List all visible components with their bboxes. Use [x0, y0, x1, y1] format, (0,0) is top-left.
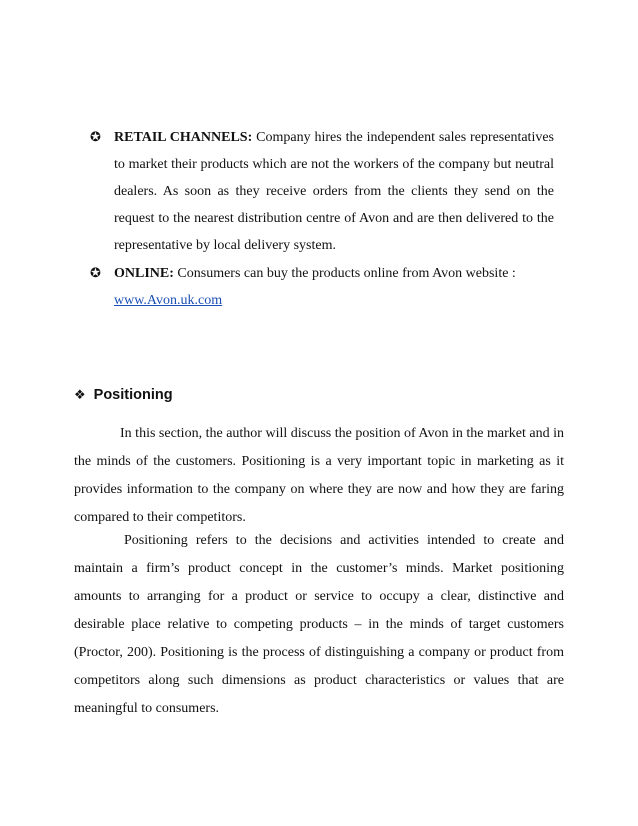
section-heading — [74, 385, 173, 406]
bullet-text — [114, 260, 554, 314]
paragraph: Positioning refers to the decisions and activities intended to create and maintain a firm’s product concept in the customer’s minds. Market positioning amounts to arranging for a product or service to occupy a clear, distinctive and desirable place relative to competing products – in the minds of target customers (Proctor, 200). Positioning is the process of distinguishing a company or product from competitors along such dimensions as product characteristics or values that are meaningful to consumers. — [74, 533, 564, 716]
bullet-body: Consumers can buy the products online from Avon website : — [173, 266, 516, 281]
star-bullet-icon: ✪ — [90, 130, 101, 145]
bullet-body: Company hires the independent sales representatives to market their products which are not the workers of the company but neutral dealers. As soon as they receive orders from the clients they send on the request to the nearest distribution centre of Avon and are then delivered to the representative by local delivery system. — [114, 130, 554, 253]
bullet-label: ONLINE: — [114, 266, 174, 281]
bullet-text — [114, 124, 554, 259]
section-heading-text: Positioning — [93, 387, 173, 403]
star-bullet-icon: ✪ — [90, 266, 101, 281]
paragraph: In this section, the author will discuss the position of Avon in the market and in the minds of the customers. Positioning is a very important topic in marketing as it provides information to the company on where they are now and how they are faring compared to their competitors. — [74, 426, 564, 525]
bullet-label: RETAIL CHANNELS: — [114, 130, 253, 145]
avon-website-link[interactable]: www.Avon.uk.com — [114, 293, 223, 308]
diamond-bullet-icon: ❖ — [74, 388, 86, 403]
